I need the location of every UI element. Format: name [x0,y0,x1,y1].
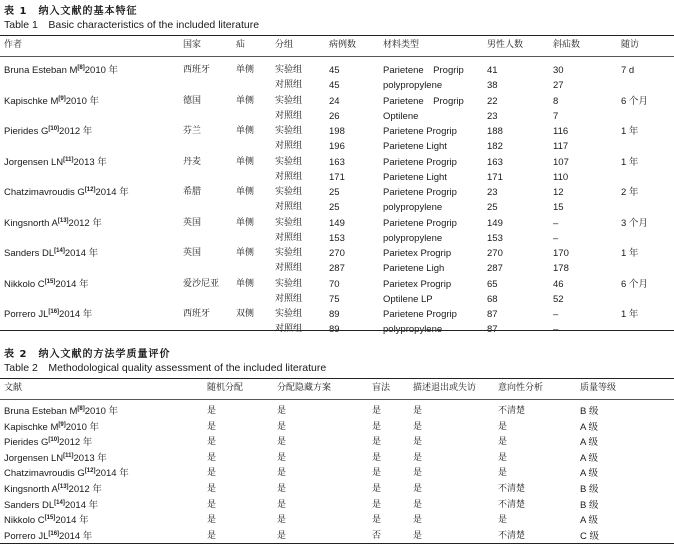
withdrawal-description-cell: 是 [413,530,423,541]
table-2-header-rule [0,399,674,400]
case-count-cell: 149 [329,217,345,229]
group-cell: 实验组 [275,156,303,167]
publication-year: 2014 年 [64,248,99,259]
author-name: Jorgensen LN [4,452,64,464]
oblique-hernia-cell: 170 [553,248,569,259]
table-1-top-rule [0,35,674,36]
author-name: Kapischke M [4,95,59,107]
material-type-cell: Parietene Ligh [383,263,445,275]
material-type-cell: Parietex Progrip [383,278,452,290]
oblique-hernia-cell: 116 [553,126,569,137]
material-type-cell: Parietene Progrip [383,65,464,76]
group-cell: 实验组 [275,65,303,75]
publication-year: 2014 年 [55,278,89,290]
table-row [0,78,674,93]
quality-grade-cell: A 级 [580,468,598,480]
male-count-cell: 65 [487,278,498,290]
oblique-hernia-cell: – [553,232,559,244]
author-name: Porrero JL [4,530,49,542]
withdrawal-description-cell: 是 [413,437,423,448]
country-cell: 德国 [183,95,202,106]
publication-year: 2014 年 [59,309,93,320]
male-count-cell: 41 [487,65,498,76]
publication-year: 2012 年 [68,217,102,229]
reference-number: [12] [84,468,96,475]
country-cell: 英国 [183,217,202,228]
random-allocation-cell: 是 [207,515,217,526]
oblique-hernia-cell: 117 [553,141,569,153]
case-count-cell: 163 [329,156,345,168]
author-cell [4,185,129,200]
country-cell: 希腊 [183,187,202,197]
intention-to-treat-cell: 不清楚 [498,530,526,541]
material-type-cell: Parietene Progrip [383,187,457,198]
quality-grade-cell: A 级 [580,421,598,433]
group-cell: 实验组 [275,248,303,258]
author-name: Chatzimavroudis G [4,187,85,198]
table-row [0,482,674,497]
group-cell: 实验组 [275,187,303,197]
publication-year: 2010 年 [65,95,100,107]
table-1-bottom-rule [0,330,674,331]
male-count-cell: 68 [487,293,498,305]
column-header: 疝 [236,40,246,50]
reference-number: [10] [48,125,60,132]
material-type-cell: Parietene Progrip [383,95,464,107]
reference-number: [8] [77,405,85,412]
table-row [0,139,674,154]
table-2-caption-cn: 表 2 纳入文献的方法学质量评价 [4,349,171,360]
blinding-cell: 否 [372,530,382,541]
publication-year: 2013 年 [73,452,107,464]
case-count-cell: 171 [329,171,345,183]
column-header: 斜疝数 [553,40,581,50]
reference-number: [16] [48,530,60,537]
group-cell: 实验组 [275,309,303,319]
case-count-cell: 25 [329,202,340,214]
table-2-header-row [0,381,674,396]
group-cell: 对照组 [275,293,303,304]
table-2-top-rule [0,378,674,379]
table-2-bottom-rule [0,543,674,544]
blinding-cell: 是 [372,499,382,510]
table-row [0,246,674,261]
author-cell [4,435,92,450]
follow-up-cell: 6 个月 [621,95,648,107]
table-row [0,124,674,139]
author-cell [4,307,92,322]
table-row [0,451,674,466]
reference-number: [13] [57,217,69,224]
material-type-cell: Parietene Progrip [383,217,457,229]
table-1-caption-en: Table 1 Basic characteristics of the included literature [4,19,260,31]
author-name: Kapischke M [4,421,59,433]
case-count-cell: 26 [329,110,340,122]
oblique-hernia-cell: 8 [553,95,559,107]
group-cell: 对照组 [275,80,303,91]
publication-year: 2012 年 [59,437,93,449]
blinding-cell: 是 [372,484,382,494]
case-count-cell: 89 [329,309,340,320]
male-count-cell: 182 [487,141,503,153]
blinding-cell: 是 [372,452,382,463]
table-row [0,404,674,419]
case-count-cell: 25 [329,187,340,198]
table-row [0,185,674,200]
blinding-cell: 是 [372,406,382,416]
column-header: 病例数 [329,40,357,50]
author-name: Nikkolo C [4,515,45,527]
male-count-cell: 22 [487,95,498,107]
author-cell [4,124,92,139]
material-type-cell: Parietene Light [383,141,447,153]
material-type-cell: polypropylene [383,232,443,244]
material-type-cell: Optilene LP [383,293,433,305]
author-name: Bruna Esteban M [4,406,78,417]
intention-to-treat-cell: 不清楚 [498,499,526,510]
table-1-header-row [0,38,674,53]
male-count-cell: 171 [487,171,503,183]
table-row [0,170,674,185]
oblique-hernia-cell: – [553,324,559,336]
column-header: 分配隐藏方案 [277,383,332,393]
table-row [0,94,674,109]
author-name: Kingsnorth A [4,484,58,495]
country-cell: 西班牙 [183,309,211,319]
quality-grade-cell: A 级 [580,452,598,464]
random-allocation-cell: 是 [207,468,217,479]
male-count-cell: 87 [487,309,498,320]
oblique-hernia-cell: 46 [553,278,564,290]
hernia-side-cell: 单侧 [236,248,255,258]
intention-to-treat-cell: 是 [498,437,508,448]
group-cell: 实验组 [275,95,303,106]
oblique-hernia-cell: 178 [553,263,569,275]
column-header: 材料类型 [383,40,420,50]
group-cell: 实验组 [275,126,303,136]
column-header: 文献 [4,383,23,393]
case-count-cell: 196 [329,141,345,153]
blinding-cell: 是 [372,437,382,448]
oblique-hernia-cell: 52 [553,293,564,305]
table-row [0,231,674,246]
intention-to-treat-cell: 不清楚 [498,406,526,416]
group-cell: 对照组 [275,171,303,182]
oblique-hernia-cell: 7 [553,110,559,122]
table-1-caption-cn: 表 1 纳入文献的基本特征 [4,6,138,17]
author-name: Chatzimavroudis G [4,468,85,480]
author-name: Sanders DL [4,248,55,259]
author-name: Sanders DL [4,499,55,511]
table-1-header-rule [0,56,674,57]
column-header: 男性人数 [487,40,524,50]
male-count-cell: 163 [487,156,503,168]
reference-number: [16] [48,308,60,315]
intention-to-treat-cell: 是 [498,421,508,432]
hernia-side-cell: 单侧 [236,187,255,197]
blinding-cell: 是 [372,421,382,432]
publication-year: 2014 年 [95,187,129,198]
column-header: 描述退出或失访 [413,383,477,393]
table-row [0,292,674,307]
random-allocation-cell: 是 [207,452,217,463]
column-header: 随机分配 [207,383,244,393]
follow-up-cell: 3 个月 [621,217,648,229]
male-count-cell: 25 [487,202,498,214]
blinding-cell: 是 [372,468,382,479]
quality-grade-cell: B 级 [580,484,599,495]
material-type-cell: Optilene [383,110,419,122]
table-row [0,513,674,528]
material-type-cell: polypropylene [383,324,443,336]
case-count-cell: 270 [329,248,345,259]
withdrawal-description-cell: 是 [413,452,423,463]
group-cell: 对照组 [275,110,303,121]
author-name: Porrero JL [4,309,49,320]
random-allocation-cell: 是 [207,437,217,448]
table-2-caption-en: Table 2 Methodological quality assessment of the included literature [4,362,327,374]
intention-to-treat-cell: 是 [498,452,508,463]
random-allocation-cell: 是 [207,484,217,494]
quality-grade-cell: A 级 [580,437,598,449]
publication-year: 2014 年 [55,515,89,527]
group-cell: 对照组 [275,141,303,152]
case-count-cell: 75 [329,293,340,305]
quality-grade-cell: C 级 [580,530,600,542]
reference-number: [8] [77,64,85,71]
reference-number: [15] [44,515,56,522]
allocation-concealment-cell: 是 [277,421,287,432]
table-row [0,420,674,435]
group-cell: 对照组 [275,263,303,274]
country-cell: 西班牙 [183,65,211,75]
group-cell: 实验组 [275,278,303,289]
case-count-cell: 287 [329,263,345,275]
author-cell [4,498,98,513]
hernia-side-cell: 单侧 [236,95,255,106]
publication-year: 2010 年 [84,65,119,76]
author-cell [4,513,89,528]
withdrawal-description-cell: 是 [413,499,423,510]
case-count-cell: 45 [329,65,340,76]
allocation-concealment-cell: 是 [277,468,287,479]
case-count-cell: 89 [329,324,340,336]
blinding-cell: 是 [372,515,382,526]
material-type-cell: Parietex Progrip [383,248,452,259]
allocation-concealment-cell: 是 [277,484,287,494]
reference-number: [14] [54,247,65,254]
table-row [0,529,674,544]
male-count-cell: 87 [487,324,498,336]
hernia-side-cell: 单侧 [236,65,255,75]
male-count-cell: 287 [487,263,503,275]
material-type-cell: polypropylene [383,202,443,214]
table-row [0,277,674,292]
oblique-hernia-cell: 12 [553,187,564,198]
case-count-cell: 24 [329,95,340,107]
reference-number: [14] [54,499,65,506]
column-header: 随访 [621,40,640,50]
country-cell: 爱沙尼亚 [183,278,220,289]
group-cell: 实验组 [275,217,303,228]
withdrawal-description-cell: 是 [413,406,423,416]
withdrawal-description-cell: 是 [413,468,423,479]
author-cell [4,155,107,170]
quality-grade-cell: B 级 [580,406,599,417]
allocation-concealment-cell: 是 [277,530,287,541]
author-name: Pierides G [4,437,49,449]
reference-number: [11] [63,452,74,459]
male-count-cell: 153 [487,232,503,244]
oblique-hernia-cell: – [553,309,559,320]
table-row [0,200,674,215]
publication-year: 2012 年 [68,484,102,495]
author-cell [4,63,118,78]
oblique-hernia-cell: 107 [553,156,569,168]
male-count-cell: 149 [487,217,503,229]
author-cell [4,482,102,497]
reference-number: [9] [58,421,66,428]
table-row [0,307,674,322]
allocation-concealment-cell: 是 [277,452,287,463]
table-row [0,261,674,276]
hernia-side-cell: 单侧 [236,278,255,289]
country-cell: 芬兰 [183,126,202,136]
allocation-concealment-cell: 是 [277,499,287,510]
table-row [0,466,674,481]
author-name: Jorgensen LN [4,156,64,168]
withdrawal-description-cell: 是 [413,421,423,432]
country-cell: 英国 [183,248,202,258]
column-header: 质量等级 [580,383,617,393]
author-name: Nikkolo C [4,278,45,290]
table-row [0,435,674,450]
group-cell: 对照组 [275,324,303,335]
reference-number: [15] [44,278,56,285]
male-count-cell: 270 [487,248,503,259]
case-count-cell: 70 [329,278,340,290]
oblique-hernia-cell: – [553,217,559,229]
male-count-cell: 23 [487,187,498,198]
material-type-cell: polypropylene [383,80,443,92]
table-row [0,109,674,124]
material-type-cell: Parietene Progrip [383,309,457,320]
author-name: Pierides G [4,126,49,137]
publication-year: 2010 年 [65,421,100,433]
group-cell: 对照组 [275,202,303,213]
allocation-concealment-cell: 是 [277,515,287,526]
reference-number: [13] [57,483,69,490]
intention-to-treat-cell: 不清楚 [498,484,526,494]
author-cell [4,529,92,544]
case-count-cell: 153 [329,232,345,244]
table-row [0,63,674,78]
publication-year: 2014 年 [64,499,99,511]
material-type-cell: Parietene Light [383,171,447,183]
intention-to-treat-cell: 是 [498,468,508,479]
follow-up-cell: 1 年 [621,156,639,168]
male-count-cell: 188 [487,126,503,137]
publication-year: 2014 年 [59,530,93,542]
column-header: 意向性分析 [498,383,544,393]
random-allocation-cell: 是 [207,406,217,416]
author-cell [4,216,102,231]
reference-number: [10] [48,437,60,444]
follow-up-cell: 1 年 [621,126,639,137]
material-type-cell: Parietene Progrip [383,126,457,137]
male-count-cell: 38 [487,80,498,92]
hernia-side-cell: 单侧 [236,156,255,167]
hernia-side-cell: 单侧 [236,126,255,136]
oblique-hernia-cell: 27 [553,80,564,92]
follow-up-cell: 2 年 [621,187,639,198]
author-cell [4,451,107,466]
follow-up-cell: 1 年 [621,248,639,259]
author-cell [4,94,99,109]
male-count-cell: 23 [487,110,498,122]
table-row [0,498,674,513]
publication-year: 2012 年 [59,126,93,137]
random-allocation-cell: 是 [207,530,217,541]
hernia-side-cell: 双侧 [236,309,255,319]
quality-grade-cell: B 级 [580,499,599,511]
intention-to-treat-cell: 是 [498,515,508,526]
table-row [0,155,674,170]
quality-grade-cell: A 级 [580,515,598,527]
withdrawal-description-cell: 是 [413,515,423,526]
column-header: 盲法 [372,383,391,393]
follow-up-cell: 7 d [621,65,635,76]
author-cell [4,404,118,419]
author-cell [4,277,89,292]
oblique-hernia-cell: 15 [553,202,564,214]
table-row [0,216,674,231]
publication-year: 2013 年 [73,156,107,168]
author-cell [4,420,99,435]
reference-number: [9] [58,95,66,102]
column-header: 国家 [183,40,202,50]
withdrawal-description-cell: 是 [413,484,423,494]
author-name: Bruna Esteban M [4,65,78,76]
follow-up-cell: 1 年 [621,309,639,320]
material-type-cell: Parietene Progrip [383,156,457,168]
country-cell: 丹麦 [183,156,202,167]
allocation-concealment-cell: 是 [277,437,287,448]
case-count-cell: 45 [329,80,340,92]
publication-year: 2010 年 [84,406,119,417]
author-name: Kingsnorth A [4,217,58,229]
oblique-hernia-cell: 30 [553,65,564,76]
column-header: 作者 [4,40,23,50]
allocation-concealment-cell: 是 [277,406,287,416]
case-count-cell: 198 [329,126,345,137]
random-allocation-cell: 是 [207,421,217,432]
author-cell [4,246,98,261]
follow-up-cell: 6 个月 [621,278,648,290]
hernia-side-cell: 单侧 [236,217,255,228]
publication-year: 2014 年 [95,468,129,480]
column-header: 分组 [275,40,294,50]
author-cell [4,466,129,481]
group-cell: 对照组 [275,232,303,243]
reference-number: [12] [84,186,96,193]
oblique-hernia-cell: 110 [553,171,569,183]
random-allocation-cell: 是 [207,499,217,510]
reference-number: [11] [63,156,74,163]
